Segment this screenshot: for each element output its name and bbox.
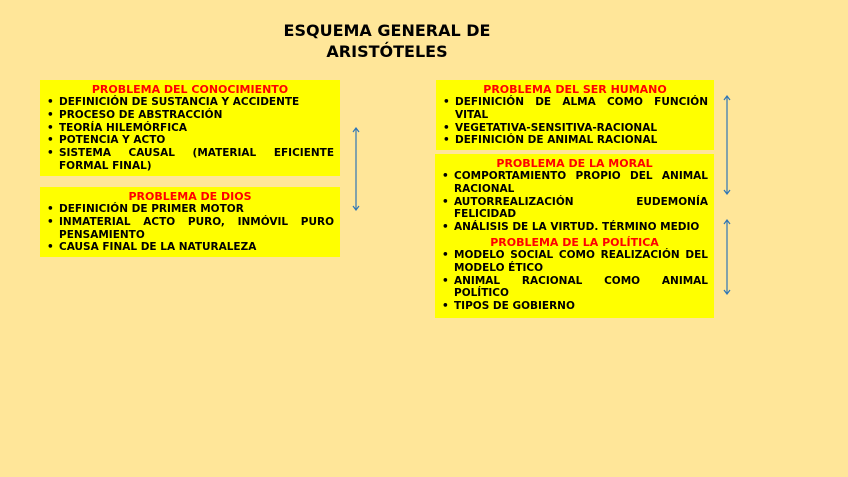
box-conocimiento-list bbox=[46, 96, 334, 173]
box-conocimiento bbox=[40, 80, 340, 176]
list-item: • DEFINICIÓN DE SUSTANCIA Y ACCIDENTE bbox=[47, 96, 300, 108]
list-item: • INMATERIAL ACTO PURO, INMÓVIL PURO PENSAMIENTO bbox=[47, 215, 334, 241]
box-moral-heading: PROBLEMA DE LA MORAL bbox=[496, 157, 653, 170]
title-line-1: ESQUEMA GENERAL DE bbox=[283, 21, 491, 40]
list-item: • TIPOS DE GOBIERNO bbox=[442, 300, 575, 313]
list-item: • ANIMAL RACIONAL COMO ANIMAL POLÍTICO bbox=[442, 274, 708, 300]
list-item: • CAUSA FINAL DE LA NATURALEZA bbox=[47, 241, 257, 254]
list-item: • POTENCIA Y ACTO bbox=[47, 134, 166, 147]
diagram-title bbox=[262, 20, 512, 62]
box-ser-humano-list bbox=[442, 96, 708, 147]
box-conocimiento-heading: PROBLEMA DEL CONOCIMIENTO bbox=[91, 83, 289, 96]
box-moral-politica bbox=[435, 154, 714, 318]
list-item: • DEFINICIÓN DE PRIMER MOTOR bbox=[47, 203, 244, 215]
list-item: • VEGETATIVA-SENSITIVA-RACIONAL bbox=[443, 121, 658, 134]
box-politica-heading: PROBLEMA DE LA POLÍTICA bbox=[490, 235, 659, 249]
list-item: • SISTEMA CAUSAL (MATERIAL EFICIENTE FORMAL FINAL) bbox=[47, 147, 334, 172]
list-item: • PROCESO DE ABSTRACCIÓN bbox=[47, 108, 223, 121]
list-item: • ANÁLISIS DE LA VIRTUD. TÉRMINO MEDIO bbox=[442, 221, 700, 234]
box-ser-humano bbox=[436, 80, 714, 150]
list-item: • TEORÍA HILEMÓRFICA bbox=[47, 121, 187, 134]
double-arrow-right-lower bbox=[723, 218, 731, 296]
box-dios-heading: PROBLEMA DE DIOS bbox=[128, 190, 252, 203]
box-dios bbox=[40, 187, 340, 257]
list-item: • COMPORTAMIENTO PROPIO DEL ANIMAL RACIONAL bbox=[442, 170, 708, 195]
double-arrow-left bbox=[352, 126, 360, 212]
box-ser-humano-heading: PROBLEMA DEL SER HUMANO bbox=[483, 83, 667, 96]
list-item: • DEFINICIÓN DE ALMA COMO FUNCIÓN VITAL bbox=[443, 96, 708, 121]
list-item: • AUTORREALIZACIÓN EUDEMONÍA FELICIDAD bbox=[442, 195, 708, 221]
box-dios-list bbox=[46, 203, 334, 254]
title-line-2: ARISTÓTELES bbox=[326, 42, 448, 61]
double-arrow-right-upper bbox=[723, 94, 731, 196]
box-moral-list bbox=[441, 170, 708, 234]
box-politica-list bbox=[441, 249, 708, 313]
list-item: • MODELO SOCIAL COMO REALIZACIÓN DEL MODELO ÉTICO bbox=[442, 248, 708, 274]
list-item: • DEFINICIÓN DE ANIMAL RACIONAL bbox=[443, 134, 658, 147]
